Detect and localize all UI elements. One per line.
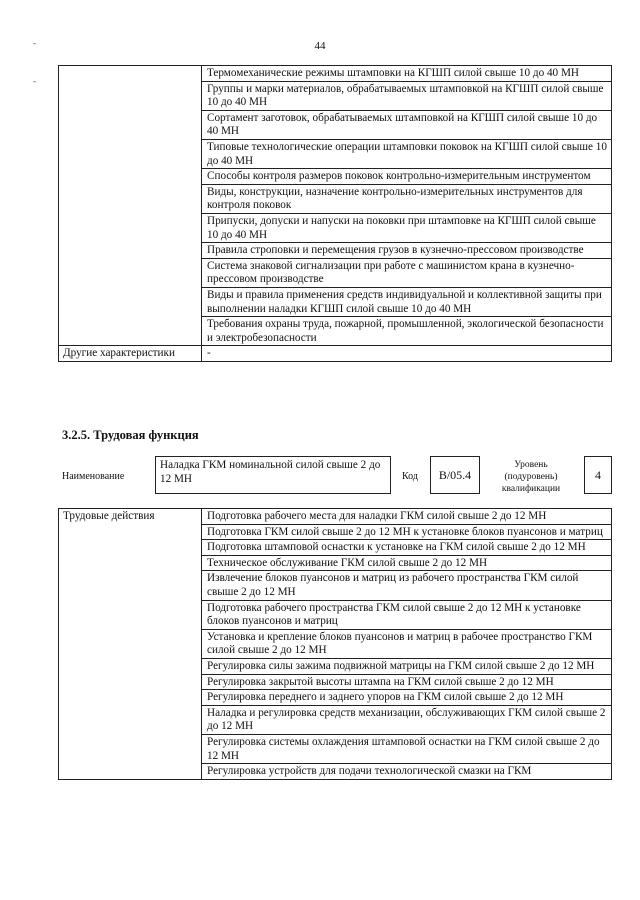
table-row [59, 346, 612, 362]
level-label-line1: Уровень [514, 460, 548, 470]
other-characteristics-label: Другие характеристики [59, 346, 202, 362]
level-box: 4 [584, 456, 612, 494]
table-cell: Установка и крепление блоков пуансонов и матриц в рабочее пространство ГКМ силой свыше 2 до 12 МН [202, 629, 612, 658]
table-cell: Группы и марки материалов, обрабатываемых штамповкой на КГШП силой свыше 10 до 40 МН [202, 81, 612, 110]
table-cell: Правила строповки и перемещения грузов в кузнечно-прессовом производстве [202, 243, 612, 259]
margin-mark: - [33, 76, 36, 86]
level-label-line2: (подуровень) [504, 472, 558, 482]
page-number: 44 [314, 40, 326, 52]
table-cell: Требования охраны труда, пожарной, промышленной, экологической безопасности и электробезопасности [202, 317, 612, 346]
labor-actions-table [58, 508, 612, 780]
table-row [59, 509, 612, 525]
other-characteristics-value: - [202, 346, 612, 362]
level-label [491, 459, 571, 495]
table-cell: Регулировка устройств для подачи технологической смазки на ГКМ [202, 764, 612, 780]
table-cell: Сортамент заготовок, обрабатываемых штамповкой на КГШП силой свыше 10 до 40 МН [202, 110, 612, 139]
knowledge-table-body [59, 66, 612, 362]
table-cell: Термомеханические режимы штамповки на КГШП силой свыше 10 до 40 МН [202, 66, 612, 82]
level-label-line3: квалификации [501, 484, 561, 494]
table-cell: Наладка и регулировка средств механизации, обслуживающих ГКМ силой свыше 2 до 12 МН [202, 705, 612, 734]
table-row [59, 66, 612, 82]
margin-mark: - [33, 38, 36, 48]
table-cell: Регулировка силы зажима подвижной матрицы на ГКМ силой свыше 2 до 12 МН [202, 658, 612, 674]
table-cell: Регулировка закрытой высоты штампа на ГКМ силой свыше 2 до 12 МН [202, 674, 612, 690]
knowledge-table-continued [58, 65, 612, 362]
table-cell: Припуски, допуски и напуски на поковки при штамповке на КГШП силой свыше 10 до 40 МН [202, 213, 612, 242]
section-heading: 3.2.5. Трудовая функция [62, 428, 199, 442]
table-cell: Подготовка рабочего места для наладки ГКМ силой свыше 2 до 12 МН [202, 509, 612, 525]
table-cell: Виды, конструкции, назначение контрольно-измерительных инструментов для контроля поковок [202, 184, 612, 213]
table-cell: Техническое обслуживание ГКМ силой свыше 2 до 12 МН [202, 555, 612, 571]
code-box: В/05.4 [430, 456, 480, 494]
table-cell: Типовые технологические операции штамповки поковок на КГШП силой свыше 10 до 40 МН [202, 139, 612, 168]
table-cell: Способы контроля размеров поковок контрольно-измерительным инструментом [202, 169, 612, 185]
labor-actions-table-body [59, 509, 612, 780]
table-cell: Подготовка рабочего пространства ГКМ силой свыше 2 до 12 МН к установке блоков пуансонов и матриц [202, 600, 612, 629]
labor-actions-label: Трудовые действия [63, 510, 155, 522]
table-cell: Регулировка системы охлаждения штамповой оснастки на ГКМ силой свыше 2 до 12 МН [202, 734, 612, 763]
table-cell: Извлечение блоков пуансонов и матриц из рабочего пространства ГКМ силой свыше 2 до 12 МН [202, 571, 612, 600]
table-cell: Система знаковой сигнализации при работе с машинистом крана в кузнечно-прессовом производстве [202, 258, 612, 287]
table-cell: Подготовка ГКМ силой свыше 2 до 12 МН к установке блоков пуансонов и матриц [202, 524, 612, 540]
code-label: Код [402, 471, 418, 482]
name-label: Наименование [62, 471, 125, 482]
table-cell: Регулировка переднего и заднего упоров на ГКМ силой свыше 2 до 12 МН [202, 690, 612, 706]
table-cell: Подготовка штамповой оснастки к установке на ГКМ силой свыше 2 до 12 МН [202, 540, 612, 556]
table-cell: Виды и правила применения средств индивидуальной и коллективной защиты при выполнении наладки КГШП силой свыше 10 до 40 МН [202, 287, 612, 316]
labor-actions-label-cell [59, 509, 202, 780]
empty-label-cell [59, 66, 202, 346]
function-name-box: Наладка ГКМ номинальной силой свыше 2 до 12 МН [155, 456, 391, 494]
